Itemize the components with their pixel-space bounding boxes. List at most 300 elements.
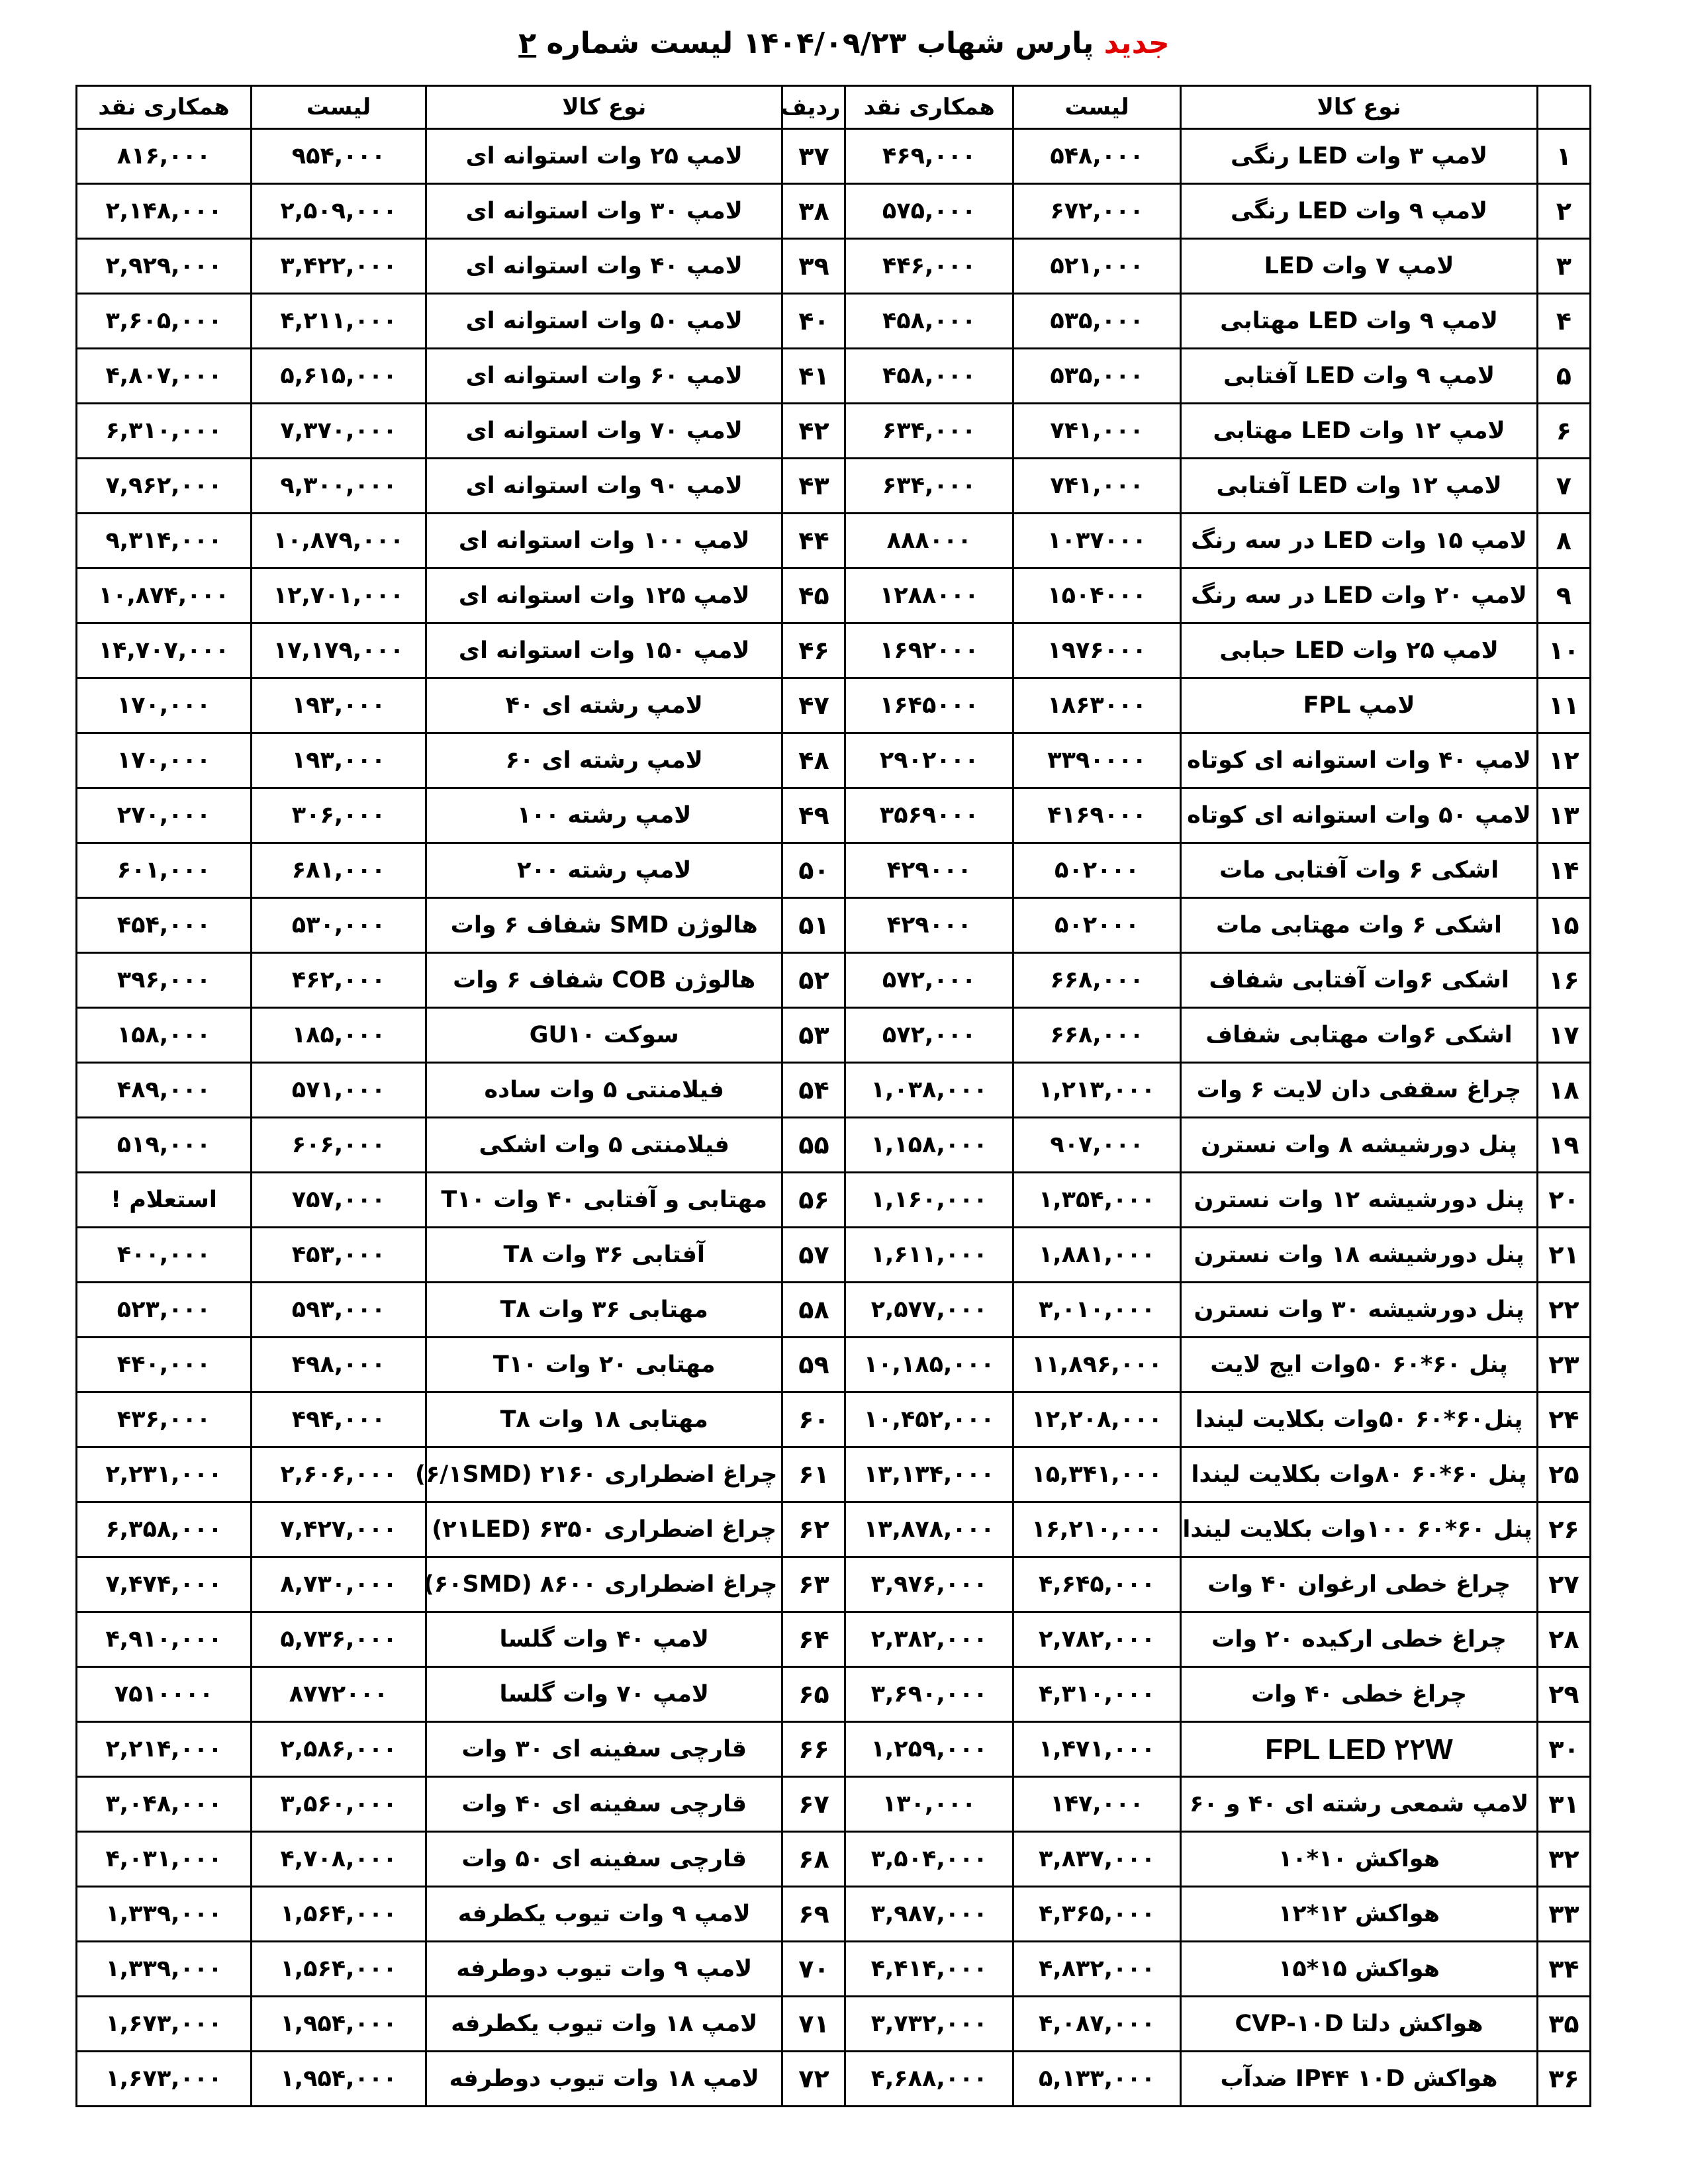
coop-price-cell: ۱,۳۳۹,۰۰۰ [77, 1942, 252, 1997]
list-price-cell: ۵۴۸,۰۰۰ [1013, 129, 1180, 184]
item-name-cell: لامپ ۹ وات تیوب دوطرفه [426, 1942, 782, 1997]
coop-price-cell: ۱۶۹۲۰۰۰ [845, 623, 1013, 678]
list-price-cell: ۳,۵۶۰,۰۰۰ [252, 1777, 426, 1832]
list-price-cell: ۸۷۷۲۰۰۰ [252, 1667, 426, 1722]
list-price-cell: ۴,۷۰۸,۰۰۰ [252, 1832, 426, 1887]
coop-price-cell: ۱۵۸,۰۰۰ [77, 1008, 252, 1063]
row-number-cell: ۳۲ [1537, 1832, 1590, 1887]
item-name-cell: لامپ ۴۰ وات گلسا [426, 1612, 782, 1667]
item-name-cell: لامپ ۵۰ وات استوانه ای کوتاه [1181, 788, 1537, 843]
item-name-cell: هواکش دلتا CVP-۱۰D [1181, 1997, 1537, 2052]
coop-price-cell: ۴۵۴,۰۰۰ [77, 898, 252, 953]
item-name-cell: لامپ ۴۰ وات استوانه ای کوتاه [1181, 733, 1537, 788]
item-name-cell: قارچی سفینه ای ۵۰ وات [426, 1832, 782, 1887]
item-name-cell: FPL LED ۲۲W [1181, 1722, 1537, 1777]
header-row [77, 86, 1591, 129]
header-coop-price: همکاری نقد [845, 86, 1013, 129]
item-name-cell: قارچی سفینه ای ۴۰ وات [426, 1777, 782, 1832]
row-number-cell: ۹ [1537, 569, 1590, 623]
item-name-cell: لامپ ۷۰ وات استوانه ای [426, 404, 782, 459]
coop-price-cell: ۱,۰۳۸,۰۰۰ [845, 1063, 1013, 1118]
table-row [77, 1447, 1591, 1502]
list-price-cell: ۴,۳۶۵,۰۰۰ [1013, 1887, 1180, 1942]
row-number-cell: ۶ [1537, 404, 1590, 459]
item-name-cell: لامپ ۱۲ وات LED مهتابی [1181, 404, 1537, 459]
coop-price-cell: ۲,۲۳۱,۰۰۰ [77, 1447, 252, 1502]
table-row [77, 404, 1591, 459]
row-number-cell: ۴۵ [782, 569, 845, 623]
list-price-cell: ۴۱۶۹۰۰۰ [1013, 788, 1180, 843]
coop-price-cell: ۱,۱۶۰,۰۰۰ [845, 1173, 1013, 1228]
coop-price-cell: ۵۷۲,۰۰۰ [845, 1008, 1013, 1063]
coop-price-cell: ۱۲۸۸۰۰۰ [845, 569, 1013, 623]
coop-price-cell: ۴۴۰,۰۰۰ [77, 1338, 252, 1392]
list-price-cell: ۴۹۴,۰۰۰ [252, 1392, 426, 1447]
coop-price-cell: ۱,۶۱۱,۰۰۰ [845, 1228, 1013, 1283]
row-number-cell: ۴۲ [782, 404, 845, 459]
row-number-cell: ۳۴ [1537, 1942, 1590, 1997]
row-number-cell: ۶۸ [782, 1832, 845, 1887]
coop-price-cell: ۷۵۱۰۰۰۰ [77, 1667, 252, 1722]
row-number-cell: ۳۳ [1537, 1887, 1590, 1942]
list-price-cell: ۱۱,۸۹۶,۰۰۰ [1013, 1338, 1180, 1392]
table-row [77, 1612, 1591, 1667]
row-number-cell: ۴۳ [782, 459, 845, 514]
coop-price-cell: ۱,۳۳۹,۰۰۰ [77, 1887, 252, 1942]
row-number-cell: ۴۷ [782, 678, 845, 733]
item-name-cell: اشکی ۶وات آفتابی شفاف [1181, 953, 1537, 1008]
item-name-cell: هواکش IP۴۴ ۱۰D ضدآب [1181, 2052, 1537, 2107]
item-name-cell: لامپ ۹ وات تیوب یکطرفه [426, 1887, 782, 1942]
row-number-cell: ۴۰ [782, 294, 845, 349]
table-row [77, 678, 1591, 733]
row-number-cell: ۶۰ [782, 1392, 845, 1447]
item-name-cell: چراغ خطی ۴۰ وات [1181, 1667, 1537, 1722]
item-name-cell: چراغ سقفی دان لایت ۶ وات [1181, 1063, 1537, 1118]
item-name-cell: لامپ ۷ وات LED [1181, 239, 1537, 294]
item-name-cell: هواکش ۱۵*۱۵ [1181, 1942, 1537, 1997]
row-number-cell: ۲۷ [1537, 1557, 1590, 1612]
item-name-cell: لامپ FPL [1181, 678, 1537, 733]
header-list-price: لیست [252, 86, 426, 129]
coop-price-cell: ۶,۳۱۰,۰۰۰ [77, 404, 252, 459]
table-row [77, 1557, 1591, 1612]
row-number-cell: ۶۱ [782, 1447, 845, 1502]
coop-price-cell: ۲,۱۴۸,۰۰۰ [77, 184, 252, 239]
title-new: جدید [1103, 26, 1170, 60]
item-name-cell: اشکی ۶ وات مهتابی مات [1181, 898, 1537, 953]
list-price-cell: ۹,۳۰۰,۰۰۰ [252, 459, 426, 514]
row-number-cell: ۲۹ [1537, 1667, 1590, 1722]
coop-price-cell: ۴۶۹,۰۰۰ [845, 129, 1013, 184]
list-price-cell: ۶۶۸,۰۰۰ [1013, 953, 1180, 1008]
title-list-number: ۲ [518, 26, 537, 60]
row-number-cell: ۲۴ [1537, 1392, 1590, 1447]
row-number-cell: ۳۷ [782, 129, 845, 184]
item-name-cell: لامپ ۳۰ وات استوانه ای [426, 184, 782, 239]
item-name-cell: لامپ ۹ وات LED رنگی [1181, 184, 1537, 239]
coop-price-cell: ۵۱۹,۰۰۰ [77, 1118, 252, 1173]
row-number-cell: ۴۴ [782, 514, 845, 569]
coop-price-cell: ۴۳۶,۰۰۰ [77, 1392, 252, 1447]
item-name-cell: مهتابی ۱۸ وات T۸ [426, 1392, 782, 1447]
list-price-cell: ۲,۶۰۶,۰۰۰ [252, 1447, 426, 1502]
row-number-cell: ۳۱ [1537, 1777, 1590, 1832]
table-row [77, 1777, 1591, 1832]
list-price-cell: ۶۶۸,۰۰۰ [1013, 1008, 1180, 1063]
item-name-cell: لامپ ۹ وات LED مهتابی [1181, 294, 1537, 349]
list-price-cell: ۷۵۷,۰۰۰ [252, 1173, 426, 1228]
item-name-cell: پنل دورشیشه ۱۸ وات نسترن [1181, 1228, 1537, 1283]
coop-price-cell: ۴۲۹۰۰۰ [845, 843, 1013, 898]
list-price-cell: ۴۹۸,۰۰۰ [252, 1338, 426, 1392]
row-number-cell: ۱۳ [1537, 788, 1590, 843]
list-price-cell: ۱۵۰۴۰۰۰ [1013, 569, 1180, 623]
row-number-cell: ۱۱ [1537, 678, 1590, 733]
row-number-cell: ۸ [1537, 514, 1590, 569]
list-price-cell: ۴,۳۱۰,۰۰۰ [1013, 1667, 1180, 1722]
list-price-cell: ۳,۸۳۷,۰۰۰ [1013, 1832, 1180, 1887]
row-number-cell: ۱۷ [1537, 1008, 1590, 1063]
coop-price-cell: ۶۰۱,۰۰۰ [77, 843, 252, 898]
list-price-cell: ۶۸۱,۰۰۰ [252, 843, 426, 898]
table-row [77, 569, 1591, 623]
row-number-cell: ۵۲ [782, 953, 845, 1008]
item-name-cell: مهتابی و آفتابی ۴۰ وات T۱۰ [426, 1173, 782, 1228]
row-number-cell: ۲۶ [1537, 1502, 1590, 1557]
list-price-cell: ۳۰۶,۰۰۰ [252, 788, 426, 843]
coop-price-cell: ۳,۹۷۶,۰۰۰ [845, 1557, 1013, 1612]
item-name-cell: پنل ۶۰*۶۰ ۱۰۰وات بکلایت لیندا [1181, 1502, 1537, 1557]
item-name-cell: چراغ خطی ارکیده ۲۰ وات [1181, 1612, 1537, 1667]
item-name-cell: لامپ ۶۰ وات استوانه ای [426, 349, 782, 404]
coop-price-cell: ۴۸۹,۰۰۰ [77, 1063, 252, 1118]
item-name-cell: پنل۶۰*۶۰ ۵۰وات بکلایت لیندا [1181, 1392, 1537, 1447]
list-price-cell: ۱۹۳,۰۰۰ [252, 733, 426, 788]
coop-price-cell: ۱۷۰,۰۰۰ [77, 733, 252, 788]
item-name-cell: لامپ ۹۰ وات استوانه ای [426, 459, 782, 514]
item-name-cell: آفتابی ۳۶ وات T۸ [426, 1228, 782, 1283]
row-number-cell: ۱۴ [1537, 843, 1590, 898]
coop-price-cell: ۹,۳۱۴,۰۰۰ [77, 514, 252, 569]
row-number-cell: ۲ [1537, 184, 1590, 239]
item-name-cell: فیلامنتی ۵ وات ساده [426, 1063, 782, 1118]
row-number-cell: ۲۰ [1537, 1173, 1590, 1228]
table-row [77, 239, 1591, 294]
coop-price-cell: ۷,۴۷۴,۰۰۰ [77, 1557, 252, 1612]
row-number-cell: ۴۸ [782, 733, 845, 788]
row-number-cell: ۱۵ [1537, 898, 1590, 953]
coop-price-cell: ۲۷۰,۰۰۰ [77, 788, 252, 843]
coop-price-cell: ۳,۶۹۰,۰۰۰ [845, 1667, 1013, 1722]
item-name-cell: لامپ ۱۲ وات LED آفتابی [1181, 459, 1537, 514]
item-name-cell: پنل دورشیشه ۱۲ وات نسترن [1181, 1173, 1537, 1228]
coop-price-cell: ۲,۲۱۴,۰۰۰ [77, 1722, 252, 1777]
item-name-cell: لامپ ۵۰ وات استوانه ای [426, 294, 782, 349]
coop-price-cell: ۶۳۴,۰۰۰ [845, 404, 1013, 459]
item-name-cell: هواکش ۱۰*۱۰ [1181, 1832, 1537, 1887]
row-number-cell: ۳۰ [1537, 1722, 1590, 1777]
coop-price-cell: ۱۷۰,۰۰۰ [77, 678, 252, 733]
list-price-cell: ۱۷,۱۷۹,۰۰۰ [252, 623, 426, 678]
list-price-cell: ۳۳۹۰۰۰۰ [1013, 733, 1180, 788]
coop-price-cell: ۳,۵۰۴,۰۰۰ [845, 1832, 1013, 1887]
list-price-cell: ۱۴۷,۰۰۰ [1013, 1777, 1180, 1832]
list-price-cell: ۴,۸۳۲,۰۰۰ [1013, 1942, 1180, 1997]
list-price-cell: ۱۲,۷۰۱,۰۰۰ [252, 569, 426, 623]
coop-price-cell: ۴,۸۰۷,۰۰۰ [77, 349, 252, 404]
list-price-cell: ۵۳۵,۰۰۰ [1013, 294, 1180, 349]
coop-price-cell: ۶۳۴,۰۰۰ [845, 459, 1013, 514]
row-number-cell: ۷۰ [782, 1942, 845, 1997]
row-number-cell: ۳۹ [782, 239, 845, 294]
list-price-cell: ۵۳۰,۰۰۰ [252, 898, 426, 953]
item-name-cell: چراغ اضطراری ۲۱۶۰ (۶/۱SMD) [426, 1447, 782, 1502]
table-row [77, 1008, 1591, 1063]
coop-price-cell: ۱۰,۱۸۵,۰۰۰ [845, 1338, 1013, 1392]
item-name-cell: مهتابی ۲۰ وات T۱۰ [426, 1338, 782, 1392]
row-number-cell: ۴۱ [782, 349, 845, 404]
list-price-cell: ۱۶,۲۱۰,۰۰۰ [1013, 1502, 1180, 1557]
coop-price-cell: ۱۰,۴۵۲,۰۰۰ [845, 1392, 1013, 1447]
coop-price-cell: ۱,۶۷۳,۰۰۰ [77, 2052, 252, 2107]
table-row [77, 1997, 1591, 2052]
row-number-cell: ۵۶ [782, 1173, 845, 1228]
item-name-cell: هالوژن COB شفاف ۶ وات [426, 953, 782, 1008]
row-number-cell: ۶۲ [782, 1502, 845, 1557]
row-number-cell: ۶۷ [782, 1777, 845, 1832]
list-price-cell: ۵۷۱,۰۰۰ [252, 1063, 426, 1118]
list-price-cell: ۱۸۶۳۰۰۰ [1013, 678, 1180, 733]
header-item-type: نوع کالا [1181, 86, 1537, 129]
table-row [77, 1283, 1591, 1338]
list-price-cell: ۱,۸۸۱,۰۰۰ [1013, 1228, 1180, 1283]
coop-price-cell: استعلام ! [77, 1173, 252, 1228]
item-name-cell: لامپ ۴۰ وات استوانه ای [426, 239, 782, 294]
list-price-cell: ۵۲۱,۰۰۰ [1013, 239, 1180, 294]
row-number-cell: ۳۵ [1537, 1997, 1590, 2052]
table-row [77, 459, 1591, 514]
list-price-cell: ۸,۷۳۰,۰۰۰ [252, 1557, 426, 1612]
coop-price-cell: ۵۷۲,۰۰۰ [845, 953, 1013, 1008]
row-number-cell: ۱۰ [1537, 623, 1590, 678]
item-name-cell: مهتابی ۳۶ وات T۸ [426, 1283, 782, 1338]
price-table [75, 85, 1591, 2107]
item-name-cell: لامپ ۱۰۰ وات استوانه ای [426, 514, 782, 569]
list-price-cell: ۵,۶۱۵,۰۰۰ [252, 349, 426, 404]
list-price-cell: ۱۹۷۶۰۰۰ [1013, 623, 1180, 678]
list-price-cell: ۹۵۴,۰۰۰ [252, 129, 426, 184]
header-row-number: ردیف [782, 86, 845, 129]
coop-price-cell: ۴۰۰,۰۰۰ [77, 1228, 252, 1283]
table-row [77, 1722, 1591, 1777]
coop-price-cell: ۴۵۸,۰۰۰ [845, 294, 1013, 349]
row-number-cell: ۴۹ [782, 788, 845, 843]
item-name-cell: لامپ ۳ وات LED رنگی [1181, 129, 1537, 184]
table-row [77, 788, 1591, 843]
coop-price-cell: ۴,۴۱۴,۰۰۰ [845, 1942, 1013, 1997]
coop-price-cell: ۱۶۴۵۰۰۰ [845, 678, 1013, 733]
header-index [1537, 86, 1590, 129]
list-price-cell: ۲,۵۰۹,۰۰۰ [252, 184, 426, 239]
row-number-cell: ۲۵ [1537, 1447, 1590, 1502]
table-row [77, 1832, 1591, 1887]
coop-price-cell: ۸۱۶,۰۰۰ [77, 129, 252, 184]
table-row [77, 898, 1591, 953]
row-number-cell: ۲۱ [1537, 1228, 1590, 1283]
item-name-cell: لامپ ۱۸ وات تیوب یکطرفه [426, 1997, 782, 2052]
coop-price-cell: ۴۴۶,۰۰۰ [845, 239, 1013, 294]
list-price-cell: ۱,۹۵۴,۰۰۰ [252, 1997, 426, 2052]
coop-price-cell: ۳,۶۰۵,۰۰۰ [77, 294, 252, 349]
coop-price-cell: ۱۳,۸۷۸,۰۰۰ [845, 1502, 1013, 1557]
list-price-cell: ۵۹۳,۰۰۰ [252, 1283, 426, 1338]
item-name-cell: لامپ ۱۵۰ وات استوانه ای [426, 623, 782, 678]
list-price-cell: ۱,۴۷۱,۰۰۰ [1013, 1722, 1180, 1777]
table-row [77, 1118, 1591, 1173]
list-price-cell: ۴۵۳,۰۰۰ [252, 1228, 426, 1283]
list-price-cell: ۲,۵۸۶,۰۰۰ [252, 1722, 426, 1777]
coop-price-cell: ۲,۳۸۲,۰۰۰ [845, 1612, 1013, 1667]
item-name-cell: پنل دورشیشه ۳۰ وات نسترن [1181, 1283, 1537, 1338]
list-price-cell: ۷۴۱,۰۰۰ [1013, 404, 1180, 459]
table-row [77, 953, 1591, 1008]
table-row [77, 184, 1591, 239]
row-number-cell: ۲۸ [1537, 1612, 1590, 1667]
table-row [77, 1667, 1591, 1722]
item-name-cell: لامپ ۲۵ وات LED حبابی [1181, 623, 1537, 678]
coop-price-cell: ۴۵۸,۰۰۰ [845, 349, 1013, 404]
item-name-cell: اشکی ۶ وات آفتابی مات [1181, 843, 1537, 898]
title-text: پارس شهاب ۱۴۰۴/۰۹/۲۳ لیست شماره [536, 26, 1104, 60]
coop-price-cell: ۳,۷۳۲,۰۰۰ [845, 1997, 1013, 2052]
list-price-cell: ۴,۲۱۱,۰۰۰ [252, 294, 426, 349]
coop-price-cell: ۱۰,۸۷۴,۰۰۰ [77, 569, 252, 623]
header-coop-price: همکاری نقد [77, 86, 252, 129]
list-price-cell: ۳,۴۲۲,۰۰۰ [252, 239, 426, 294]
row-number-cell: ۱ [1537, 129, 1590, 184]
coop-price-cell: ۵۲۳,۰۰۰ [77, 1283, 252, 1338]
row-number-cell: ۳۶ [1537, 2052, 1590, 2107]
item-name-cell: پنل ۶۰*۶۰ ۸۰وات بکلایت لیندا [1181, 1447, 1537, 1502]
table-row [77, 129, 1591, 184]
table-row [77, 733, 1591, 788]
table-row [77, 1173, 1591, 1228]
item-name-cell: سوکت GU۱۰ [426, 1008, 782, 1063]
row-number-cell: ۶۵ [782, 1667, 845, 1722]
item-name-cell: لامپ رشته ای ۶۰ [426, 733, 782, 788]
table-row [77, 1063, 1591, 1118]
list-price-cell: ۴۶۲,۰۰۰ [252, 953, 426, 1008]
coop-price-cell: ۳,۰۴۸,۰۰۰ [77, 1777, 252, 1832]
list-price-cell: ۵۳۵,۰۰۰ [1013, 349, 1180, 404]
coop-price-cell: ۱۳,۱۳۴,۰۰۰ [845, 1447, 1013, 1502]
row-number-cell: ۵۵ [782, 1118, 845, 1173]
coop-price-cell: ۲,۹۲۹,۰۰۰ [77, 239, 252, 294]
list-price-cell: ۷,۳۷۰,۰۰۰ [252, 404, 426, 459]
item-name-cell: لامپ ۹ وات LED آفتابی [1181, 349, 1537, 404]
header-item-type: نوع کالا [426, 86, 782, 129]
row-number-cell: ۱۲ [1537, 733, 1590, 788]
list-price-cell: ۲,۷۸۲,۰۰۰ [1013, 1612, 1180, 1667]
coop-price-cell: ۱,۲۵۹,۰۰۰ [845, 1722, 1013, 1777]
item-name-cell: پنل ۶۰*۶۰ ۵۰وات ایج لایت [1181, 1338, 1537, 1392]
list-price-cell: ۵۰۲۰۰۰ [1013, 898, 1180, 953]
item-name-cell: پنل دورشیشه ۸ وات نسترن [1181, 1118, 1537, 1173]
page-title [0, 26, 1688, 60]
list-price-cell: ۱۲,۲۰۸,۰۰۰ [1013, 1392, 1180, 1447]
item-name-cell: لامپ ۲۵ وات استوانه ای [426, 129, 782, 184]
item-name-cell: هالوژن SMD شفاف ۶ وات [426, 898, 782, 953]
row-number-cell: ۴ [1537, 294, 1590, 349]
item-name-cell: لامپ رشته ای ۴۰ [426, 678, 782, 733]
table-row [77, 1502, 1591, 1557]
list-price-cell: ۴,۰۸۷,۰۰۰ [1013, 1997, 1180, 2052]
list-price-cell: ۵۰۲۰۰۰ [1013, 843, 1180, 898]
item-name-cell: لامپ ۱۸ وات تیوب دوطرفه [426, 2052, 782, 2107]
list-price-cell: ۵,۱۳۳,۰۰۰ [1013, 2052, 1180, 2107]
table-row [77, 1338, 1591, 1392]
row-number-cell: ۵ [1537, 349, 1590, 404]
row-number-cell: ۱۶ [1537, 953, 1590, 1008]
header-list-price: لیست [1013, 86, 1180, 129]
coop-price-cell: ۱۴,۷۰۷,۰۰۰ [77, 623, 252, 678]
coop-price-cell: ۲۹۰۲۰۰۰ [845, 733, 1013, 788]
item-name-cell: فیلامنتی ۵ وات اشکی [426, 1118, 782, 1173]
row-number-cell: ۷۲ [782, 2052, 845, 2107]
item-name-cell: چراغ اضطراری ۸۶۰۰ (۶۰SMD) [426, 1557, 782, 1612]
row-number-cell: ۳ [1537, 239, 1590, 294]
list-price-cell: ۱۹۳,۰۰۰ [252, 678, 426, 733]
row-number-cell: ۱۸ [1537, 1063, 1590, 1118]
table-row [77, 514, 1591, 569]
row-number-cell: ۱۹ [1537, 1118, 1590, 1173]
list-price-cell: ۱۸۵,۰۰۰ [252, 1008, 426, 1063]
row-number-cell: ۶۶ [782, 1722, 845, 1777]
row-number-cell: ۴۶ [782, 623, 845, 678]
list-price-cell: ۱,۹۵۴,۰۰۰ [252, 2052, 426, 2107]
item-name-cell: اشکی ۶وات مهتابی شفاف [1181, 1008, 1537, 1063]
coop-price-cell: ۵۷۵,۰۰۰ [845, 184, 1013, 239]
coop-price-cell: ۲,۵۷۷,۰۰۰ [845, 1283, 1013, 1338]
item-name-cell: لامپ شمعی رشته ای ۴۰ و ۶۰ [1181, 1777, 1537, 1832]
table-row [77, 2052, 1591, 2107]
list-price-cell: ۷,۴۲۷,۰۰۰ [252, 1502, 426, 1557]
list-price-cell: ۱۵,۳۴۱,۰۰۰ [1013, 1447, 1180, 1502]
coop-price-cell: ۴,۰۳۱,۰۰۰ [77, 1832, 252, 1887]
list-price-cell: ۱,۵۶۴,۰۰۰ [252, 1942, 426, 1997]
row-number-cell: ۶۹ [782, 1887, 845, 1942]
list-price-cell: ۶۷۲,۰۰۰ [1013, 184, 1180, 239]
table-row [77, 349, 1591, 404]
item-name-cell: لامپ ۱۵ وات LED در سه رنگ [1181, 514, 1537, 569]
table-row [77, 1942, 1591, 1997]
list-price-cell: ۴,۶۴۵,۰۰۰ [1013, 1557, 1180, 1612]
list-price-cell: ۶۰۶,۰۰۰ [252, 1118, 426, 1173]
coop-price-cell: ۳۵۶۹۰۰۰ [845, 788, 1013, 843]
item-name-cell: لامپ رشته ۲۰۰ [426, 843, 782, 898]
item-name-cell: قارچی سفینه ای ۳۰ وات [426, 1722, 782, 1777]
coop-price-cell: ۴,۶۸۸,۰۰۰ [845, 2052, 1013, 2107]
list-price-cell: ۱,۲۱۳,۰۰۰ [1013, 1063, 1180, 1118]
coop-price-cell: ۱۳۰,۰۰۰ [845, 1777, 1013, 1832]
coop-price-cell: ۳,۹۸۷,۰۰۰ [845, 1887, 1013, 1942]
coop-price-cell: ۷,۹۶۲,۰۰۰ [77, 459, 252, 514]
row-number-cell: ۵۱ [782, 898, 845, 953]
coop-price-cell: ۴۲۹۰۰۰ [845, 898, 1013, 953]
list-price-cell: ۱,۳۵۴,۰۰۰ [1013, 1173, 1180, 1228]
table-row [77, 1887, 1591, 1942]
